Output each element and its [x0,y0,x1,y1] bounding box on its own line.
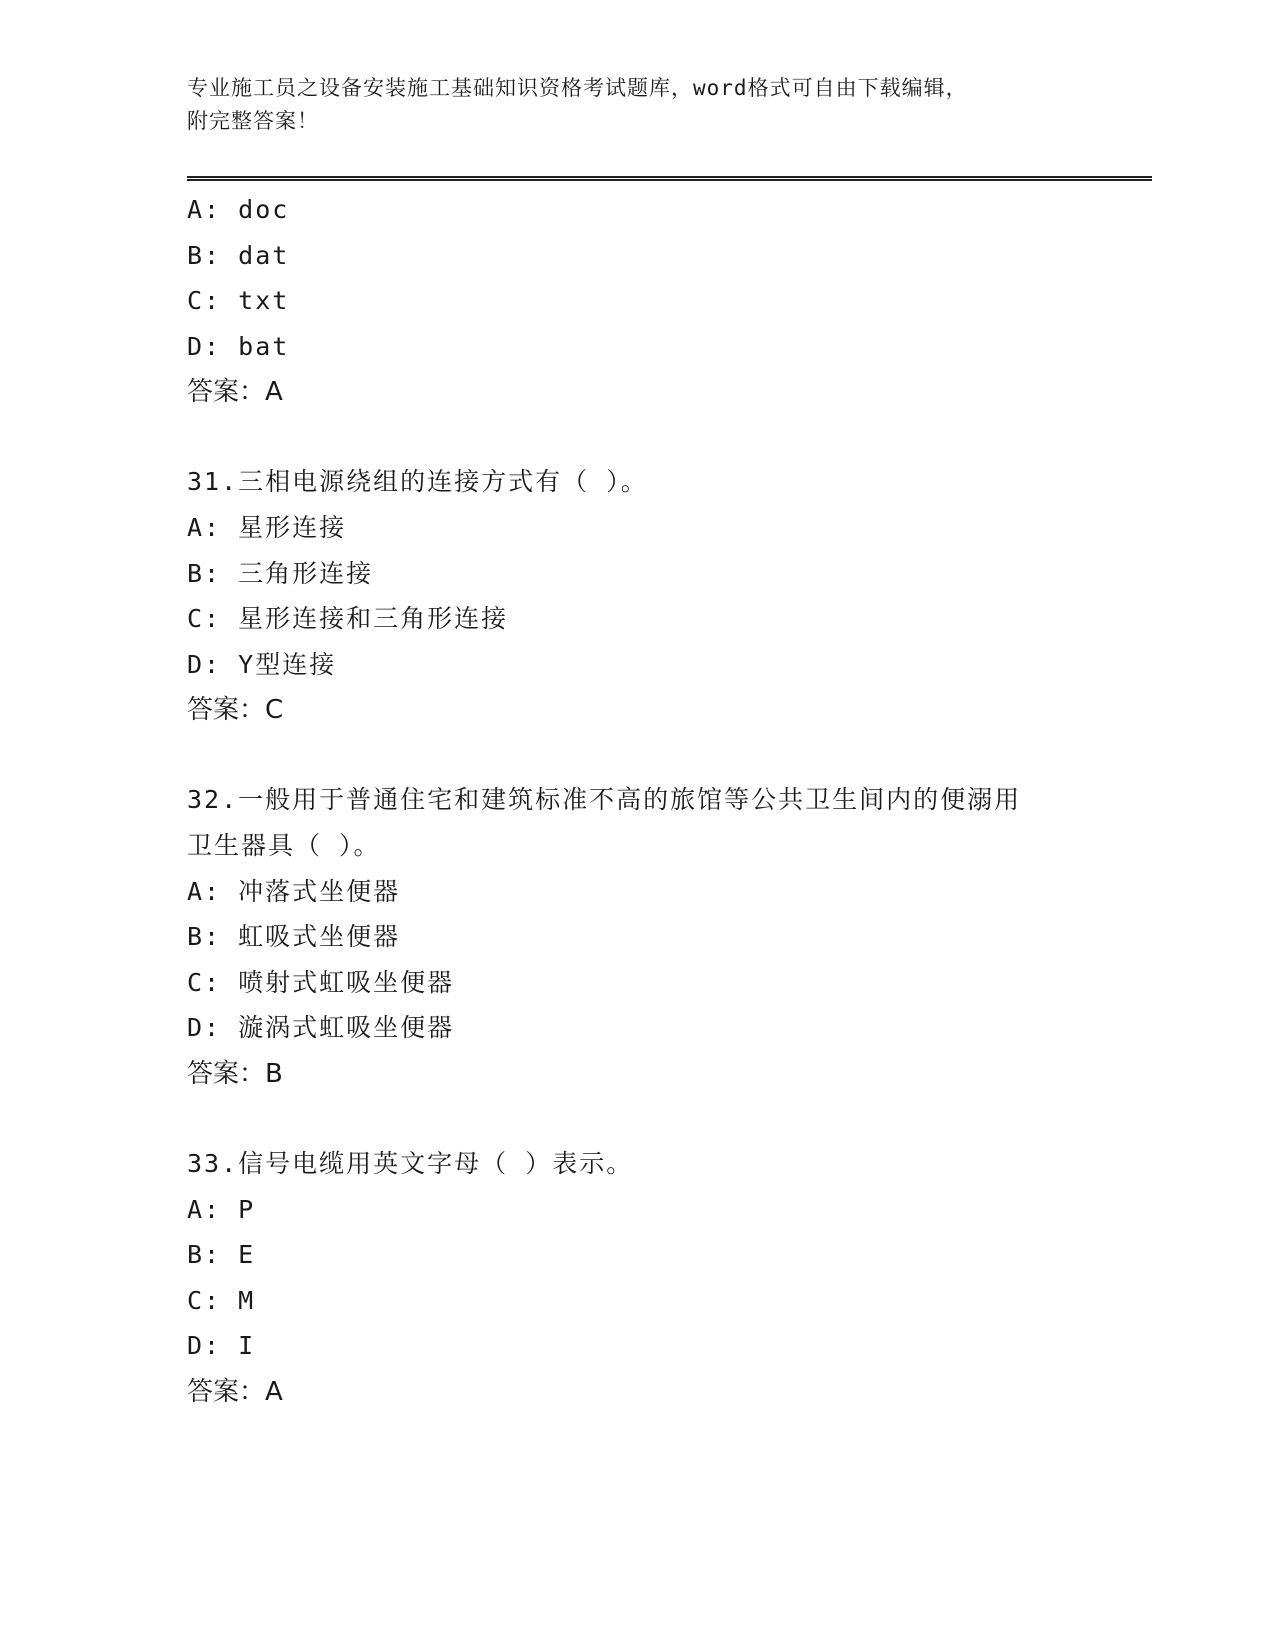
question-31 [187,459,1152,733]
question-text-line-2: 卫生器具（ ）。 [187,830,381,860]
option-a: A: P [187,1194,256,1224]
question-text-line-1: 32.一般用于普通住宅和建筑标准不高的旅馆等公共卫生间内的便溺用 [187,785,1022,815]
option-c: C: txt [187,286,290,316]
answer-line: 答案：C [187,695,284,726]
option-a: A: doc [187,195,290,224]
header-divider [187,176,1152,181]
option-a: A: 冲落式坐便器 [187,876,401,906]
option-c: C: M [187,1285,256,1315]
document-page [187,72,1152,1415]
document-header [187,72,1152,138]
question-33 [187,1141,1152,1415]
option-b: B: 三角形连接 [187,558,374,588]
option-d: D: 漩涡式虹吸坐便器 [187,1013,455,1043]
option-d: D: I [187,1331,256,1361]
option-c: C: 喷射式虹吸坐便器 [187,967,455,997]
answer-line: 答案：A [187,1376,283,1407]
question-text: 33.信号电缆用英文字母（ ）表示。 [187,1148,634,1178]
answer-line: 答案：A [187,377,283,408]
option-b: B: 虹吸式坐便器 [187,922,401,952]
question-text: 31.三相电源绕组的连接方式有（ ）。 [187,467,648,497]
option-d: D: bat [187,331,290,361]
question-32 [187,777,1152,1097]
option-b: B: dat [187,240,290,270]
answer-line: 答案：B [187,1058,283,1089]
option-b: B: E [187,1240,256,1270]
option-a: A: 星形连接 [187,512,347,542]
option-d: D: Y型连接 [187,649,337,679]
question-30-continued [187,187,1152,415]
header-line-1: 专业施工员之设备安装施工基础知识资格考试题库，word格式可自由下载编辑， [187,76,968,100]
header-line-2: 附完整答案！ [187,109,319,133]
option-c: C: 星形连接和三角形连接 [187,604,509,634]
